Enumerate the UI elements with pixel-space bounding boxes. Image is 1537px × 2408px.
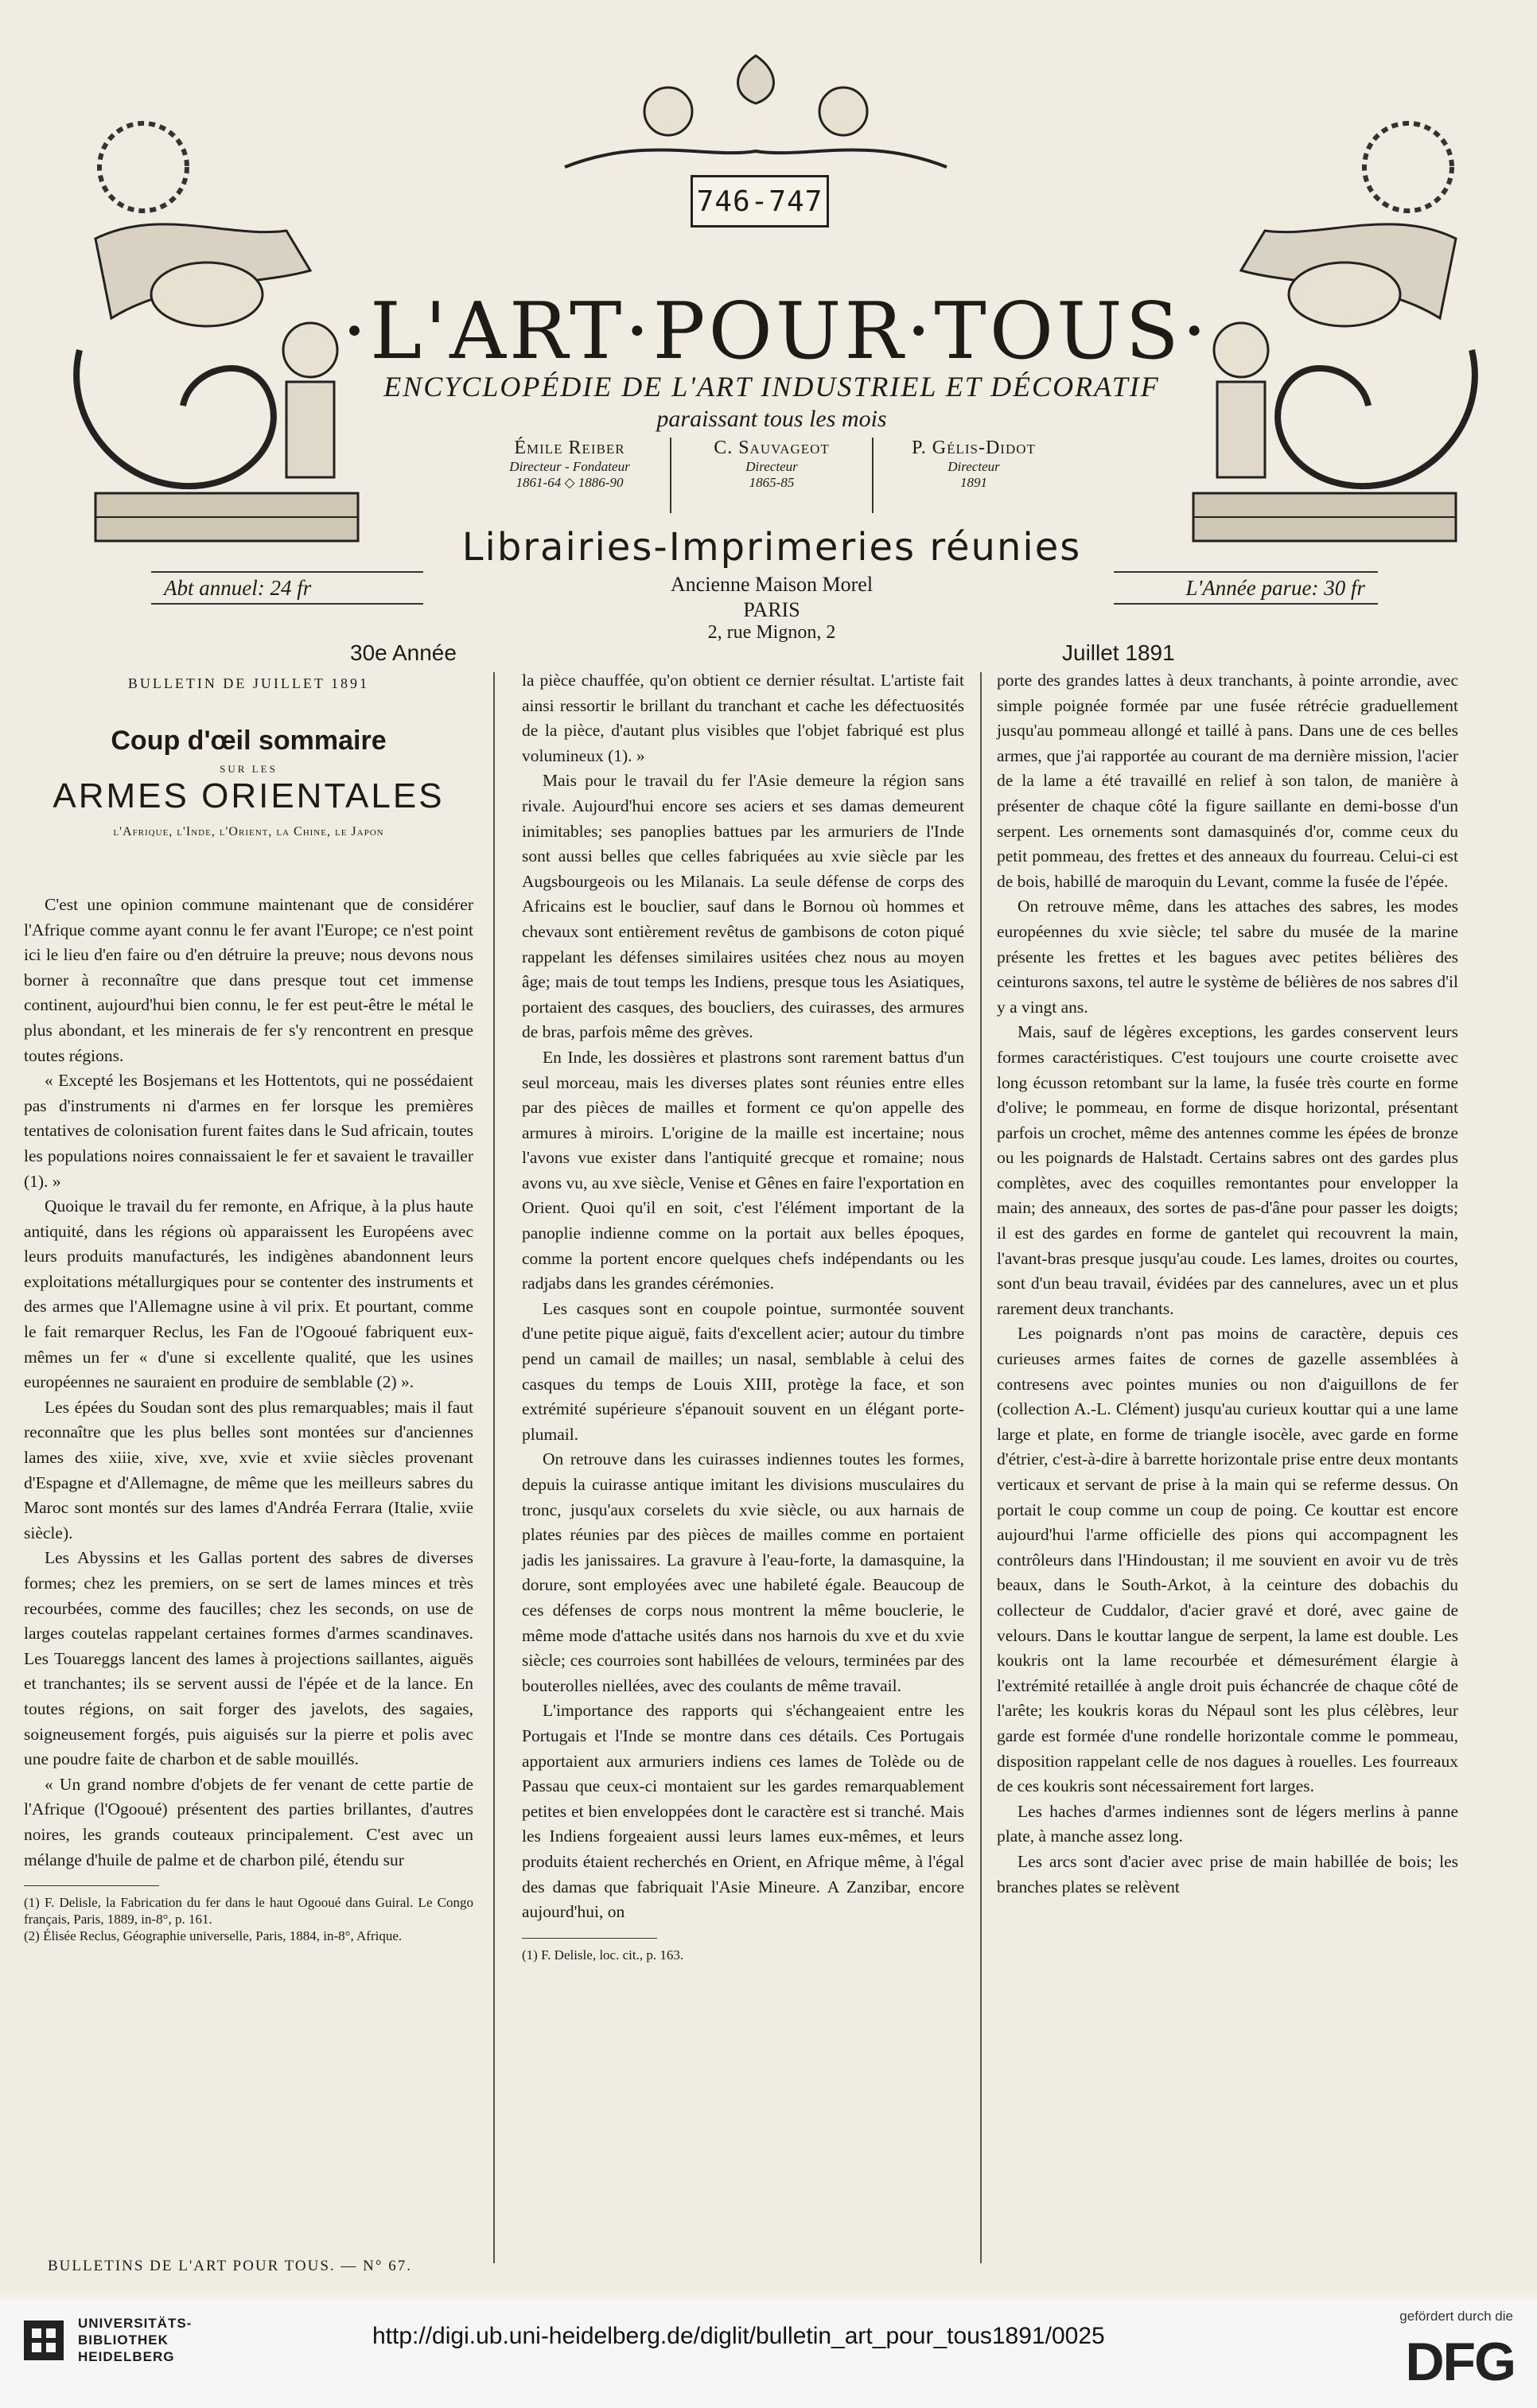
paragraph: On retrouve dans les cuirasses indiennes toutes les formes, depuis la cuirasse antique imitant les divisions musculaires du tronc, jusqu'aux corselets du xvie siècle, ou aux harnais de plates réunies par des pièces de mailles comme en portaient jadis les janissaires. La gravure à l'eau-forte, la damasquine, la dorure, sont employées avec une habileté égale. Beaucoup de ces défenses de corps nous montrent la même bouclerie, le même mode d'attache usités dans nos harnois du xve et du xvie siècle; ces courroies sont habillées de velours, terminées par des bouterolles niellées, avec des coulants de même travail. — [522, 1449, 964, 1695]
issue-number: 746-747 — [691, 175, 829, 228]
director-1 — [469, 438, 670, 513]
publisher: Librairies-Imprimeries réunies — [461, 525, 1082, 570]
column-rule — [493, 672, 495, 2263]
footnote-rule — [522, 1938, 657, 1939]
library-seal-icon — [21, 2317, 67, 2363]
volume-year: 30e Année — [350, 640, 457, 665]
library-name-line: BIBLIOTHEK — [78, 2332, 169, 2348]
page-footer: BULLETINS DE L'ART POUR TOUS. — N° 67. — [48, 2258, 412, 2274]
digitization-bar — [0, 2299, 1537, 2408]
journal-title: ·L'ART·POUR·TOUS· — [342, 286, 1210, 377]
publisher-city: PARIS — [743, 598, 800, 621]
footnote: (1) F. Delisle, loc. cit., p. 163. — [522, 1947, 684, 1963]
publisher-former-name: Ancienne Maison Morel — [670, 573, 874, 596]
funding-note: gefördert durch die — [1399, 2309, 1513, 2324]
column-2 — [522, 668, 964, 1963]
paragraph: « Un grand nombre d'objets de fer venant de cette partie de l'Afrique (l'Ogooué) présentent des parties brillantes, d'autres noires, les grands couteaux principalement. C'est avec un mélange d'huile de palme et de charbon pilé, étendu sur — [24, 1774, 473, 1869]
paragraph: Les Abyssins et les Gallas portent des sabres de diverses formes; chez les premiers, on se sert de lames minces et très recourbées, comme des faucilles; chez les seconds, on use de larges coutelas rappelant certaines formes d'armes scandinaves. Les Touareggs lancent des lames à projections saillantes, aiguës et tranchantes; ils se servent aussi de l'épée et de la lance. En toutes régions, on sait forger des javelots, des sagaies, soigneusement forgés, puis aiguisés sur la pierre et polis avec une poudre faite de charbon et de sable mouillés. — [24, 1548, 473, 1769]
library-name — [78, 2315, 192, 2365]
paragraph: C'est une opinion commune maintenant que de considérer l'Afrique comme ayant connu le fer avant l'Europe; ce n'est point ici le lieu d'en faire ou d'en détruire la preuve; nous devons nous borner à reconnaître que dans presque tout cet immense continent, aujourd'hui bien connu, le fer est peut-être le métal le plus abondant, et les minerais de fer s'y rencontrent en presque toutes régions. — [24, 894, 473, 1065]
bulletin-heading: BULLETIN DE JUILLET 1891 — [127, 675, 370, 691]
column-rule — [980, 672, 982, 2263]
periodicity: paraissant tous les mois — [656, 406, 887, 432]
column-1 — [24, 668, 473, 1944]
permalink-url[interactable]: http://digi.ub.uni-heidelberg.de/diglit/bulletin_art_pour_tous1891/0025 — [372, 2323, 1105, 2349]
director-name: C. Sauvageot — [714, 438, 830, 458]
paragraph: Les poignards n'ont pas moins de caractère, depuis ces curieuses armes faites de cornes de gazelle assemblées à contresens avec pointes munies ou non d'aiguillons de fer (collection A.-L. Clément) jusqu'au curieux kouttar qui a une lame large et plate, en forme de triangle isocèle, avec garde en forme d'étrier, c'est-à-dire à barrette horizontale prise entre deux montants verticaux et servant de prise à la main qui se referme dessus. On portait le coup comme un coup de poing. Ce kouttar est encore aujourd'hui l'arme officielle des pions qui accompagnent les contrôleurs dans l'Hindoustan; il me souvient en avoir vu de très beaux, dans le South-Arkot, à la ceinture des dobachis du collecteur de Cuddalor, d'acier gravé et doré, avec gaine de velours. Dans le kouttar langue de serpent, la lame est double. Les koukris ont la lame recourbée et démesurément élargie à l'extrémité retaillée à angle droit puis échancrée de chaque côté de l'arête; les koukris koras du Népaul sont les plus célèbres, leur garde est formée d'une rondelle horizontale comme le pommeau, disposition rappelant celle de nos dagues à rouelles. Les fourreaux de ces koukris sont nécessairement fort larges. — [997, 1324, 1458, 1796]
journal-subtitle: ENCYCLOPÉDIE DE L'ART INDUSTRIEL ET DÉCORATIF — [383, 371, 1160, 403]
article-regions: l'Afrique, l'Inde, l'Orient, la Chine, le Japon — [113, 825, 384, 839]
paragraph: L'importance des rapports qui s'échangeaient entre les Portugais et l'Inde se montre dans ces détails. Ces Portugais apportaient aux armuriers indiens ces lames de Tolède ou de Passau que ceux-ci montaient sur les gardes remarquablement petites et bien enveloppées dont le caractère est si tranché. Mais les Indiens forgeaient aussi leurs lames eux-mêmes, et leurs produits étaient recherchés en Orient, en Afrique même, à l'égal des damas que fabriquait l'Asie Mineure. A Zanzibar, encore aujourd'hui, on — [522, 1701, 964, 1922]
article-title: Coup d'œil sommaire — [111, 725, 387, 756]
footnote-rule — [24, 1885, 159, 1886]
director-2 — [670, 438, 872, 513]
paragraph: Les épées du Soudan sont des plus remarquables; mais il faut reconnaître que les plus belles sont montées sur d'anciennes lames des xiiie, xive, xve, xvie et xviie siècles provenant d'Espagne et d'Allemagne, de même que les meilleurs sabres du Maroc sont montés sur des lames d'Andréa Ferrara (Italie, xviie siècle). — [24, 1397, 473, 1542]
issue-date: Juillet 1891 — [1062, 640, 1175, 665]
subscription-banner: Abt annuel: 24 fr — [151, 571, 423, 605]
director-name: P. Gélis-Didot — [912, 438, 1036, 458]
paragraph: En Inde, les dossières et plastrons sont rarement battus d'un seul morceau, mais les diverses plates sont réunies entre elles par des pièces de mailles et forment ce qu'on appelle des armures à miroirs. L'origine de la maille est incertaine; nous l'avons vue exister dans l'antiquité grecque et romaine; nous avons vu, au xve siècle, Venise et Gênes en faire l'exportation en Orient. Quoi qu'il en soit, c'est l'élément important de la panoplie indienne comme on la portait aux belles époques, comme la portent encore quelques chefs indépendants ou les radjabs dans les grandes cérémonies. — [522, 1047, 964, 1293]
year-price-banner: L'Année parue: 30 fr — [1114, 571, 1378, 605]
article-connector: SUR LES — [220, 763, 278, 776]
director-role: Directeur - Fondateur — [509, 459, 630, 474]
paragraph: Quoique le travail du fer remonte, en Afrique, à la plus haute antiquité, dans les régions où apparaissent les Européens avec leurs produits manufacturés, les indigènes abandonnent leurs exploitations métallurgiques pour se contenter des instruments et des armes que l'Allemagne usine à vil prix. Et pourtant, comme le fait remarquer Reclus, les Fan de l'Ogooué fabriquent eux-mêmes un fer « d'une si excellente qualité, que les usines européennes ne sauraient en produire de semblable (2) ». — [24, 1196, 473, 1392]
masthead — [24, 48, 1519, 665]
paragraph: Les casques sont en coupole pointue, surmontée souvent d'une petite pique aiguë, faits d'excellent acier; autour du timbre pend un camail de mailles; un nasal, semblable à celui des casques du temps de Louis XIII, protège la face, et son extrémité supérieure s'épanouit souvent en un élégant porte-plumail. — [522, 1298, 964, 1444]
directors-list — [469, 438, 1074, 513]
director-years: 1861-64 ◇ 1886-90 — [516, 475, 624, 490]
paragraph: Mais pour le travail du fer l'Asie demeure la région sans rivale. Aujourd'hui encore ses aciers et ses damas demeurent inimitables; ses panoplies battues par les armuriers de l'Inde sont aussi belles que celles fabriquées au xvie siècle par les Augsbourgeois ou les Milanais. La seule défense de corps des Africains est le bouclier, sauf dans le Bornou où hommes et chevaux sont entièrement revêtus de gambisons de coton piqué rappelant les défenses similaires usitées chez nous au moyen âge; mais de tout temps les Indiens, presque tous les Asiatiques, portaient des casques, des boucliers, des cuirasses, des armures de bras, parfois même des grèves. — [522, 771, 964, 1042]
library-name-line: UNIVERSITÄTS- — [78, 2316, 193, 2331]
director-role: Directeur — [745, 459, 798, 474]
column-3 — [997, 668, 1458, 1900]
article-main-title: ARMES ORIENTALES — [53, 776, 445, 815]
dfg-logo[interactable]: DFG — [1405, 2332, 1515, 2392]
paragraph: « Excepté les Bosjemans et les Hottentots, qui ne possédaient pas d'instruments ni d'armes en fer lorsque les premières tentatives de colonisation furent faites dans le Sud africain, toutes les populations noires connaissaient le fer et savaient le travailler (1). » — [24, 1071, 473, 1191]
paragraph: Les arcs sont d'acier avec prise de main habillée de bois; les branches plates se relèvent — [997, 1851, 1458, 1896]
left-ornament-figure — [48, 111, 382, 557]
director-name: Émile Reiber — [514, 438, 625, 458]
right-ornament-figure — [1169, 111, 1504, 557]
cherubs-ornament — [549, 48, 963, 183]
director-3 — [872, 438, 1074, 513]
director-role: Directeur — [947, 459, 1000, 474]
footnote: (2) Élisée Reclus, Géographie universelle, Paris, 1884, in-8°, Afrique. — [24, 1928, 403, 1944]
paragraph: la pièce chauffée, qu'on obtient ce dernier résultat. L'artiste fait ainsi ressortir le brillant du tranchant et cache les défectuosités de la pièce, d'autant plus visibles que l'objet fabriqué est plus volumineux (1). » — [522, 671, 964, 765]
publisher-address: 2, rue Mignon, 2 — [707, 622, 836, 643]
footnote: (1) F. Delisle, la Fabrication du fer dans le haut Ogooué dans Guiral. Le Congo français, Paris, 1889, in-8°, p. 161. — [24, 1895, 473, 1928]
paragraph: Les haches d'armes indiennes sont de légers merlins à panne plate, à manche assez long. — [997, 1801, 1458, 1846]
library-name-line: HEIDELBERG — [78, 2349, 175, 2364]
director-years: 1865-85 — [749, 475, 795, 490]
library-logo-block[interactable] — [21, 2315, 192, 2365]
paragraph: porte des grandes lattes à deux tranchants, à pointe arrondie, avec simple poignée formée par une fusée rétrécie graduellement jusqu'au pommeau allongé et taillé à pans. Dans une de ces belles armes, que j'ai rapportée au courant de ma dernière mission, l'acier de la lame a été travaillé en relief à son talon, de manière à présenter de chaque côté la figure saillante en demi-bosse d'un serpent. Les ornements sont damasquinés d'or, comme ceux du petit pommeau, des frettes et des anneaux du fourreau. Celui-ci est de bois, habillé de maroquin du Levant, comme la fusée de l'épée. — [997, 671, 1458, 891]
paragraph: On retrouve même, dans les attaches des sabres, les modes européennes du xvie siècle; tel sabre du musée de la marine présente les frettes et les bagues avec petites bélières des ceinturons saxons, tel autre le système de bélières de nos sabres d'il y a vingt ans. — [997, 897, 1458, 1017]
director-years: 1891 — [960, 475, 987, 490]
paragraph: Mais, sauf de légères exceptions, les gardes conservent leurs formes caractéristiques. C'est toujours une courte croisette avec long écusson retombant sur la lame, la fusée très courte en forme d'olive; le pommeau, en forme de disque horizontal, présentant parfois un crochet, même des antennes comme les épées de bronze ou les poignards de Halstadt. Certains sabres ont des gardes plus complètes, avec des coquilles remontantes pour envelopper la main; des anneaux, des sortes de pas-d'âne pour passer les doigts; il est des gardes en forme de gantelet qui recouvrent la main, l'avant-bras presque jusqu'au coude. Les lames, droites ou courtes, sont d'un beau travail, évidées par des cannelures, avec un et plus rarement deux tranchants. — [997, 1022, 1458, 1318]
